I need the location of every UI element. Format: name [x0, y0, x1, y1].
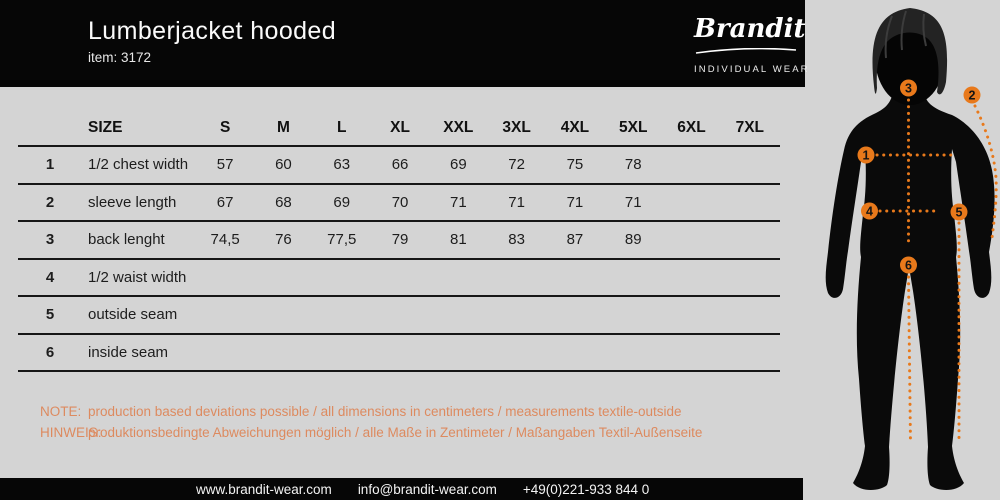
page-title: Lumberjacket hooded [88, 17, 337, 45]
cell: 63 [333, 156, 351, 174]
footer-website: www.brandit-wear.com [196, 481, 332, 497]
size-header: M [276, 118, 290, 136]
measurement-figure [800, 0, 1000, 500]
size-header: 7XL [735, 118, 765, 136]
size-header: XL [390, 118, 410, 136]
table-row [18, 222, 780, 260]
cell: 75 [566, 156, 584, 174]
cell: 83 [508, 231, 525, 249]
notes-block [40, 402, 702, 443]
row-number: 3 [45, 231, 55, 249]
cell: 81 [449, 231, 467, 249]
marker-5-number: 5 [955, 205, 963, 220]
cell: 69 [449, 156, 467, 174]
inside-seam-line [909, 277, 911, 444]
note-text: production based deviations possible / all dimensions in centimeters / measurements textile-outside [88, 404, 682, 419]
cell: 89 [624, 231, 642, 249]
size-header: XXL [443, 118, 474, 136]
row-label: sleeve length [88, 193, 177, 211]
row-number: 1 [45, 156, 55, 174]
logo-underline-flourish [694, 48, 798, 55]
cell: 79 [391, 231, 409, 249]
row-label: back lenght [88, 231, 165, 249]
marker-3-number: 3 [905, 81, 912, 96]
size-header: L [337, 118, 347, 136]
cell: 70 [391, 193, 409, 211]
cell: 77,5 [327, 231, 357, 249]
row-number: 5 [45, 306, 55, 324]
table-row [18, 335, 780, 373]
row-label: inside seam [88, 343, 169, 361]
cell: 66 [391, 156, 409, 174]
cell: 68 [275, 193, 292, 211]
row-number: 4 [45, 268, 55, 286]
marker-2-number: 2 [968, 88, 976, 103]
marker-6-number: 6 [905, 258, 912, 273]
cell: 72 [508, 156, 525, 174]
note-label: NOTE: [40, 404, 82, 419]
row-number: 6 [45, 343, 55, 361]
table-row [18, 185, 780, 223]
cell: 60 [275, 156, 292, 174]
table-row [18, 147, 780, 185]
cell: 74,5 [210, 231, 240, 249]
hinweis-text: produktionsbedingte Abweichungen möglich / alle Maße in Zentimeter / Maßangaben Textil-Außenseite [88, 424, 703, 440]
size-header: 5XL [619, 118, 648, 136]
cell: 71 [449, 193, 467, 211]
size-header: S [219, 118, 231, 136]
footer-email: info@brandit-wear.com [357, 481, 497, 497]
row-label: outside seam [88, 306, 178, 324]
brand-logo-script: Brandit [694, 14, 806, 44]
cell: 78 [624, 156, 642, 174]
cell: 57 [216, 156, 234, 174]
size-header: 4XL [560, 118, 590, 136]
row-number: 2 [45, 193, 55, 211]
cell: 76 [275, 231, 292, 249]
cell: 67 [216, 193, 234, 211]
marker-1-number: 1 [862, 148, 870, 163]
cell: 71 [508, 193, 525, 211]
marker-4-number: 4 [866, 204, 873, 219]
brand-tagline: INDIVIDUAL WEAR [694, 64, 810, 75]
header-bar [0, 0, 810, 87]
size-header: 6XL [677, 118, 706, 136]
hinweis-label: HINWEIS: [40, 424, 102, 440]
size-table [18, 110, 780, 372]
cell: 71 [624, 193, 642, 211]
row-label: 1/2 chest width [88, 156, 189, 174]
cell: 71 [566, 193, 584, 211]
table-row [18, 297, 780, 335]
item-number: item: 3172 [88, 50, 152, 65]
row-label: 1/2 waist width [88, 268, 187, 286]
table-header-row [18, 110, 780, 147]
footer-phone: +49(0)221-933 844 0 [522, 481, 650, 497]
cell: 69 [333, 193, 351, 211]
size-header: 3XL [502, 118, 531, 136]
footer-bar [0, 478, 803, 500]
size-column-label: SIZE [88, 118, 123, 136]
table-row [18, 260, 780, 298]
cell: 87 [566, 231, 584, 249]
brand-logo [694, 16, 814, 75]
